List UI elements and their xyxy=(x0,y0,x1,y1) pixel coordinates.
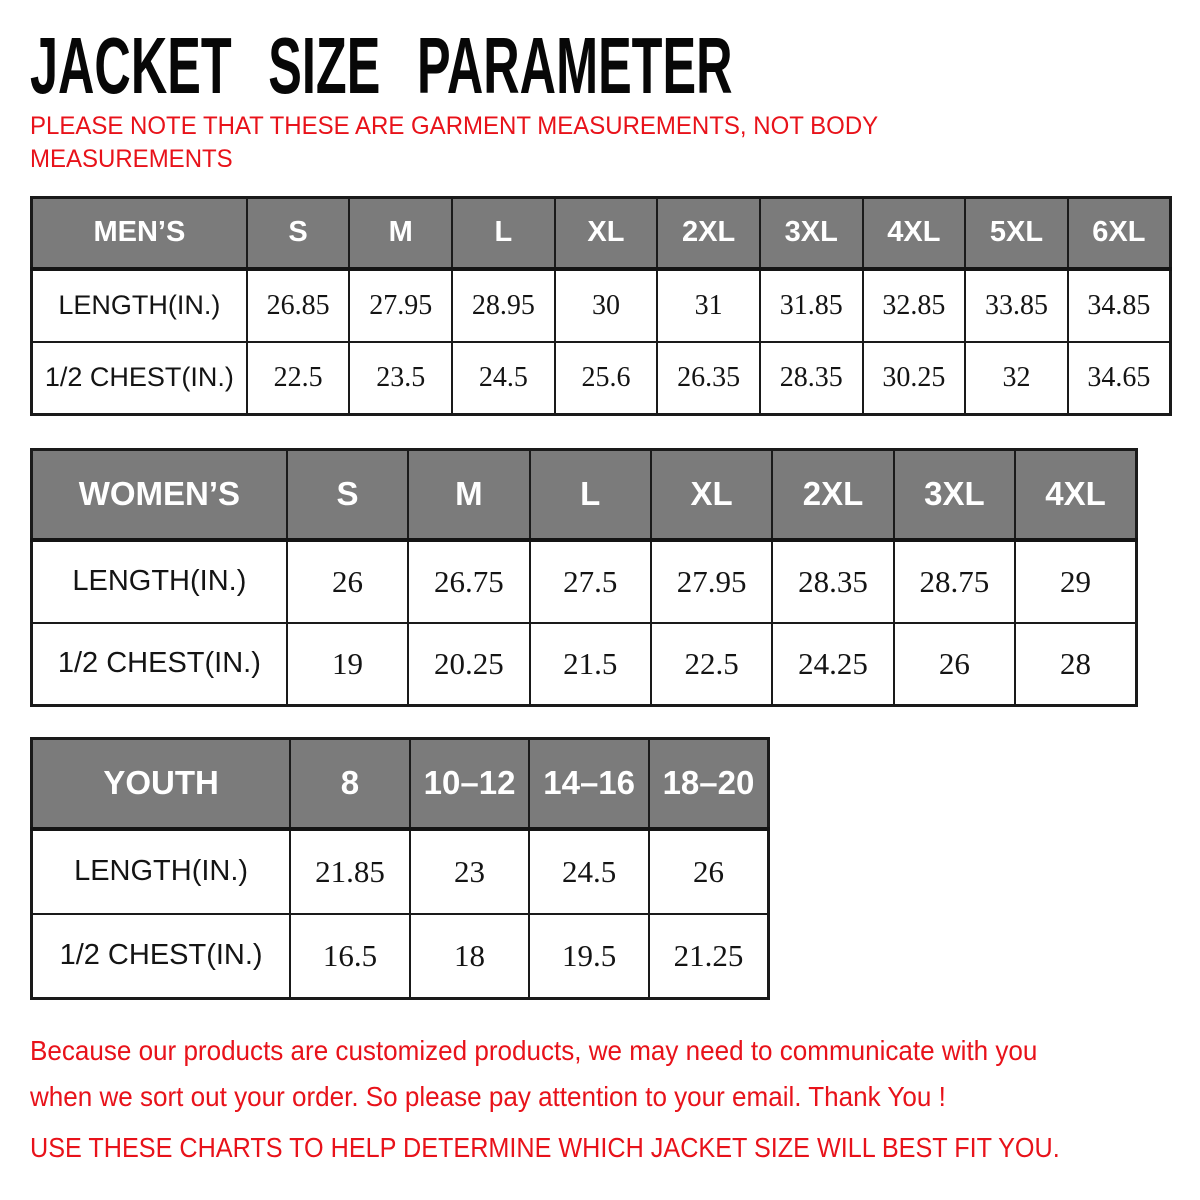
youth-table xyxy=(30,737,770,1000)
value-cell: 21.25 xyxy=(649,914,769,999)
value-cell: 32.85 xyxy=(863,269,966,342)
value-cell: 22.5 xyxy=(247,342,350,415)
mens-table xyxy=(30,196,1172,416)
size-header-cell: 6XL xyxy=(1068,198,1171,269)
size-header-cell: M xyxy=(408,450,529,540)
value-cell: 26 xyxy=(287,540,408,623)
value-cell: 19 xyxy=(287,623,408,706)
measurement-row xyxy=(32,623,1137,706)
size-header-cell: XL xyxy=(555,198,658,269)
chart-usage-note: USE THESE CHARTS TO HELP DETERMINE WHICH JACKET SIZE WILL BEST FIT YOU. xyxy=(30,1132,1060,1163)
size-header-cell: M xyxy=(349,198,452,269)
value-cell: 23.5 xyxy=(349,342,452,415)
size-header-cell: S xyxy=(247,198,350,269)
value-cell: 26 xyxy=(894,623,1015,706)
size-header-cell: 8 xyxy=(290,739,410,829)
row-label-cell: 1/2 CHEST(IN.) xyxy=(32,623,287,706)
measurement-row xyxy=(32,829,769,914)
size-header-cell: XL xyxy=(651,450,772,540)
size-header-cell: 10–12 xyxy=(410,739,530,829)
size-header-cell: 3XL xyxy=(760,198,863,269)
size-header-cell: 2XL xyxy=(772,450,893,540)
garment-measurement-note xyxy=(30,110,914,176)
row-label-cell: LENGTH(IN.) xyxy=(32,269,247,342)
value-cell: 26.75 xyxy=(408,540,529,623)
row-label-cell: 1/2 CHEST(IN.) xyxy=(32,342,247,415)
size-header-cell: 4XL xyxy=(863,198,966,269)
measurement-row xyxy=(32,269,1171,342)
size-header-cell: 4XL xyxy=(1015,450,1136,540)
size-header-cell: 3XL xyxy=(894,450,1015,540)
value-cell: 20.25 xyxy=(408,623,529,706)
row-label-cell: 1/2 CHEST(IN.) xyxy=(32,914,291,999)
value-cell: 28.95 xyxy=(452,269,555,342)
value-cell: 19.5 xyxy=(529,914,649,999)
measurement-row xyxy=(32,540,1137,623)
value-cell: 25.6 xyxy=(555,342,658,415)
value-cell: 26.35 xyxy=(657,342,760,415)
value-cell: 34.65 xyxy=(1068,342,1171,415)
value-cell: 24.5 xyxy=(452,342,555,415)
value-cell: 33.85 xyxy=(965,269,1068,342)
value-cell: 28 xyxy=(1015,623,1136,706)
value-cell: 27.95 xyxy=(651,540,772,623)
mens-title-cell: MEN’S xyxy=(32,198,247,269)
notice-line-1: Because our products are customized products, we may need to communicate with you xyxy=(30,1035,1038,1066)
value-cell: 27.95 xyxy=(349,269,452,342)
value-cell: 31 xyxy=(657,269,760,342)
value-cell: 26 xyxy=(649,829,769,914)
value-cell: 18 xyxy=(410,914,530,999)
measurement-row xyxy=(32,342,1171,415)
value-cell: 21.5 xyxy=(530,623,651,706)
womens-title-cell: WOMEN’S xyxy=(32,450,287,540)
size-header-cell: 2XL xyxy=(657,198,760,269)
womens-size-table xyxy=(30,448,1138,707)
mens-size-table xyxy=(30,196,1172,416)
value-cell: 28.75 xyxy=(894,540,1015,623)
youth-size-table xyxy=(30,737,770,1000)
row-label-cell: LENGTH(IN.) xyxy=(32,540,287,623)
youth-title-cell: YOUTH xyxy=(32,739,291,829)
measurement-row xyxy=(32,914,769,999)
size-header-cell: 14–16 xyxy=(529,739,649,829)
size-header-cell: L xyxy=(452,198,555,269)
note-line-2: MEASUREMENTS xyxy=(30,145,233,173)
header-row xyxy=(32,198,1171,269)
value-cell: 24.25 xyxy=(772,623,893,706)
value-cell: 31.85 xyxy=(760,269,863,342)
value-cell: 27.5 xyxy=(530,540,651,623)
header-row xyxy=(32,450,1137,540)
value-cell: 30 xyxy=(555,269,658,342)
womens-table xyxy=(30,448,1138,707)
value-cell: 16.5 xyxy=(290,914,410,999)
size-header-cell: 18–20 xyxy=(649,739,769,829)
value-cell: 32 xyxy=(965,342,1068,415)
notice-line-2: when we sort out your order. So please pay attention to your email. Thank You ! xyxy=(30,1081,946,1112)
size-header-cell: S xyxy=(287,450,408,540)
page-title: JACKET SIZE PARAMETER xyxy=(30,21,733,110)
value-cell: 34.85 xyxy=(1068,269,1171,342)
customization-notice xyxy=(30,1028,1113,1120)
value-cell: 29 xyxy=(1015,540,1136,623)
value-cell: 26.85 xyxy=(247,269,350,342)
value-cell: 30.25 xyxy=(863,342,966,415)
header-row xyxy=(32,739,769,829)
size-header-cell: 5XL xyxy=(965,198,1068,269)
value-cell: 24.5 xyxy=(529,829,649,914)
value-cell: 22.5 xyxy=(651,623,772,706)
value-cell: 28.35 xyxy=(772,540,893,623)
value-cell: 21.85 xyxy=(290,829,410,914)
value-cell: 23 xyxy=(410,829,530,914)
value-cell: 28.35 xyxy=(760,342,863,415)
note-line-1: PLEASE NOTE THAT THESE ARE GARMENT MEASUREMENTS, NOT BODY xyxy=(30,112,879,140)
row-label-cell: LENGTH(IN.) xyxy=(32,829,291,914)
size-header-cell: L xyxy=(530,450,651,540)
